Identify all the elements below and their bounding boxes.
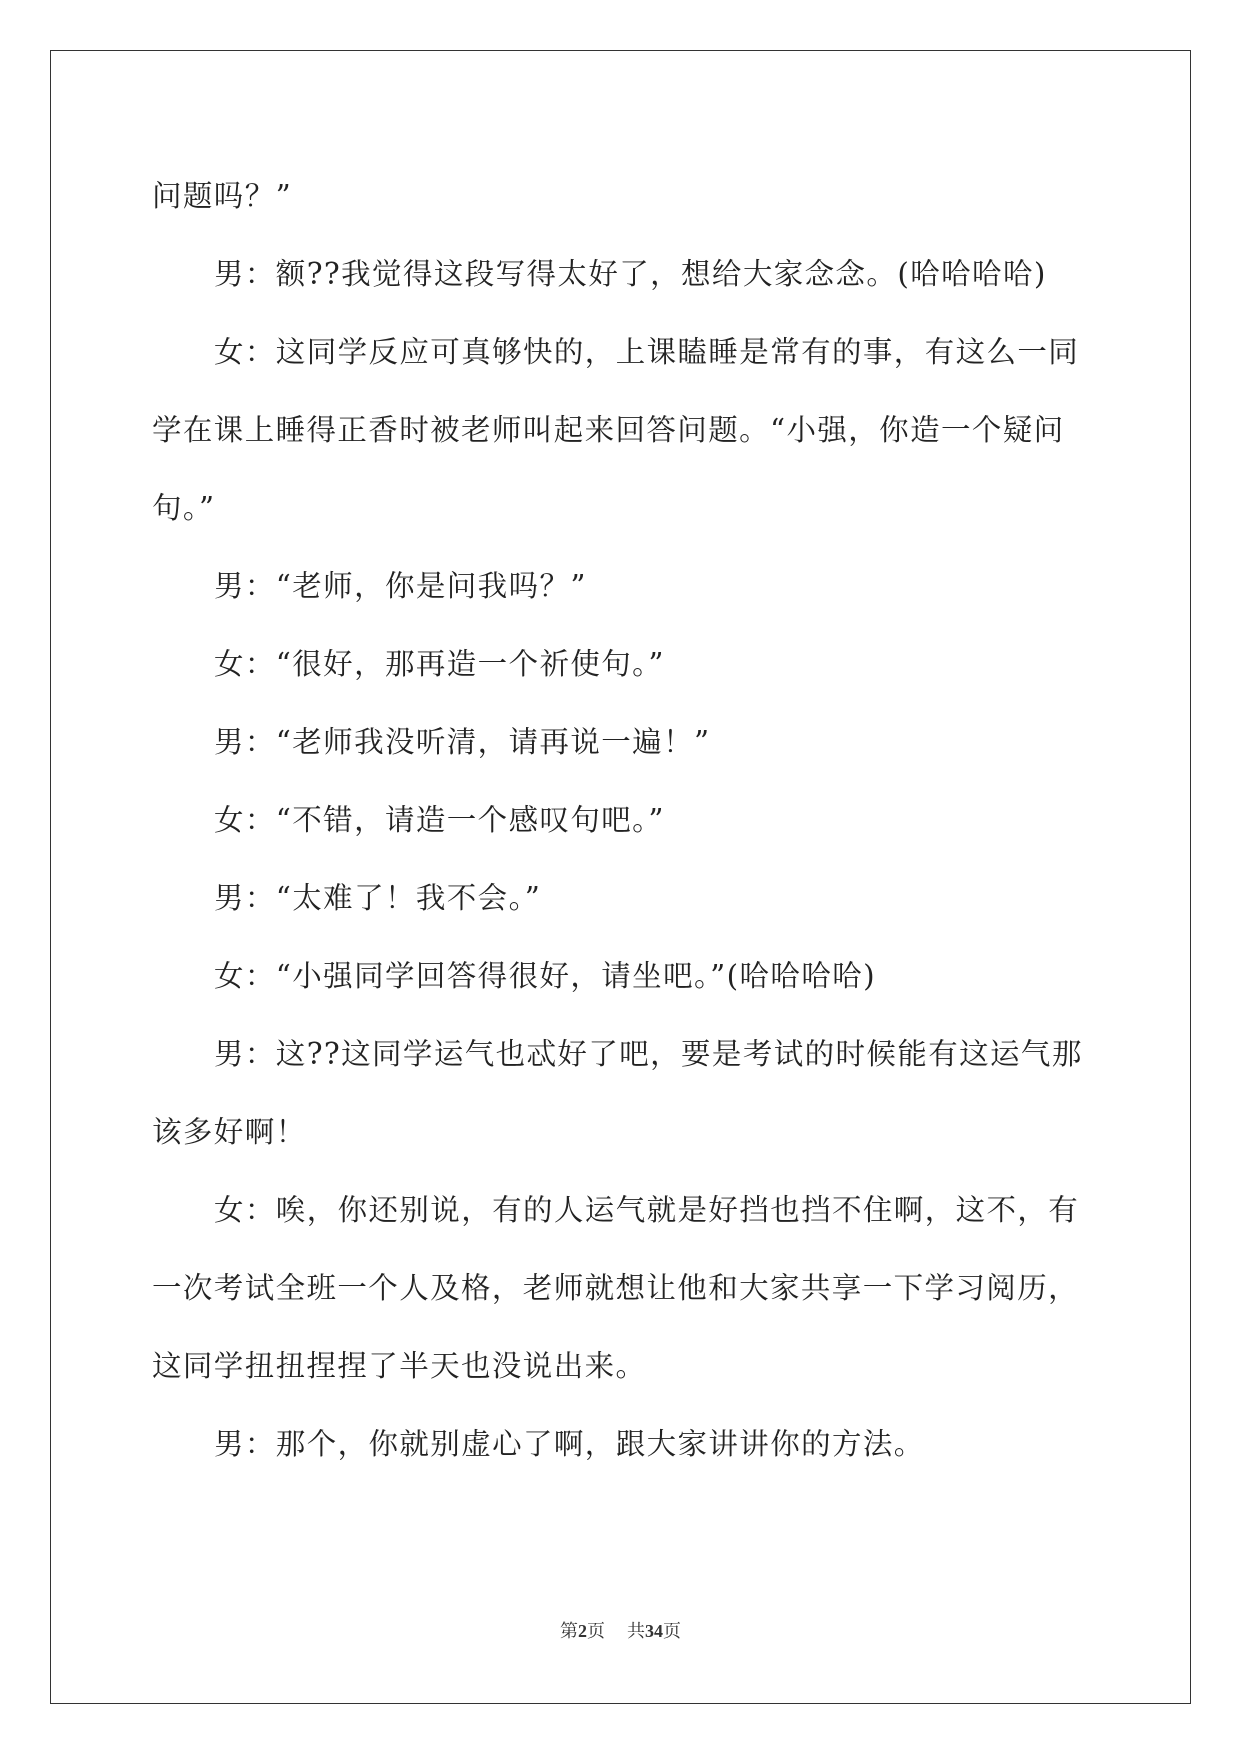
text-line: 这同学扭扭捏捏了半天也没说出来。: [152, 1349, 647, 1383]
total-label-prefix: 共: [627, 1621, 645, 1641]
text-line: 女：唉，你还别说，有的人运气就是好挡也挡不住啊，这不，有: [214, 1193, 1080, 1227]
page-label-suffix: 页: [587, 1621, 605, 1641]
text-line: 男：“老师，你是问我吗？”: [214, 569, 587, 603]
text-line: 女：“很好，那再造一个祈使句。”: [214, 647, 665, 681]
text-line: 女：“不错，请造一个感叹句吧。”: [214, 803, 665, 837]
text-line: 男：那个，你就别虚心了啊，跟大家讲讲你的方法。: [214, 1427, 925, 1461]
total-label-suffix: 页: [663, 1621, 681, 1641]
text-line: 男：“老师我没听清，请再说一遍！”: [214, 725, 711, 759]
text-line: 学在课上睡得正香时被老师叫起来回答问题。“小强，你造一个疑问: [152, 413, 1065, 447]
text-line: 女：这同学反应可真够快的，上课瞌睡是常有的事，有这么一同: [214, 335, 1080, 369]
text-line: 句。”: [152, 491, 216, 525]
page-label-prefix: 第: [560, 1621, 578, 1641]
page-number: 2: [578, 1621, 587, 1641]
text-line: 一次考试全班一个人及格，老师就想让他和大家共享一下学习阅历，: [152, 1271, 1080, 1305]
text-line: 问题吗？”: [152, 179, 293, 213]
page-footer: [0, 1617, 1241, 1643]
text-line: 男：“太难了！我不会。”: [214, 881, 542, 915]
text-line: 该多好啊！: [152, 1115, 307, 1149]
text-line: 男：这??这同学运气也忒好了吧，要是考试的时候能有这运气那: [214, 1037, 1083, 1071]
text-line: 女：“小强同学回答得很好，请坐吧。”(哈哈哈哈): [214, 959, 877, 993]
total-pages: 34: [645, 1621, 663, 1641]
text-line: 男：额??我觉得这段写得太好了，想给大家念念。(哈哈哈哈): [214, 257, 1047, 291]
document-body: [152, 157, 1082, 1483]
